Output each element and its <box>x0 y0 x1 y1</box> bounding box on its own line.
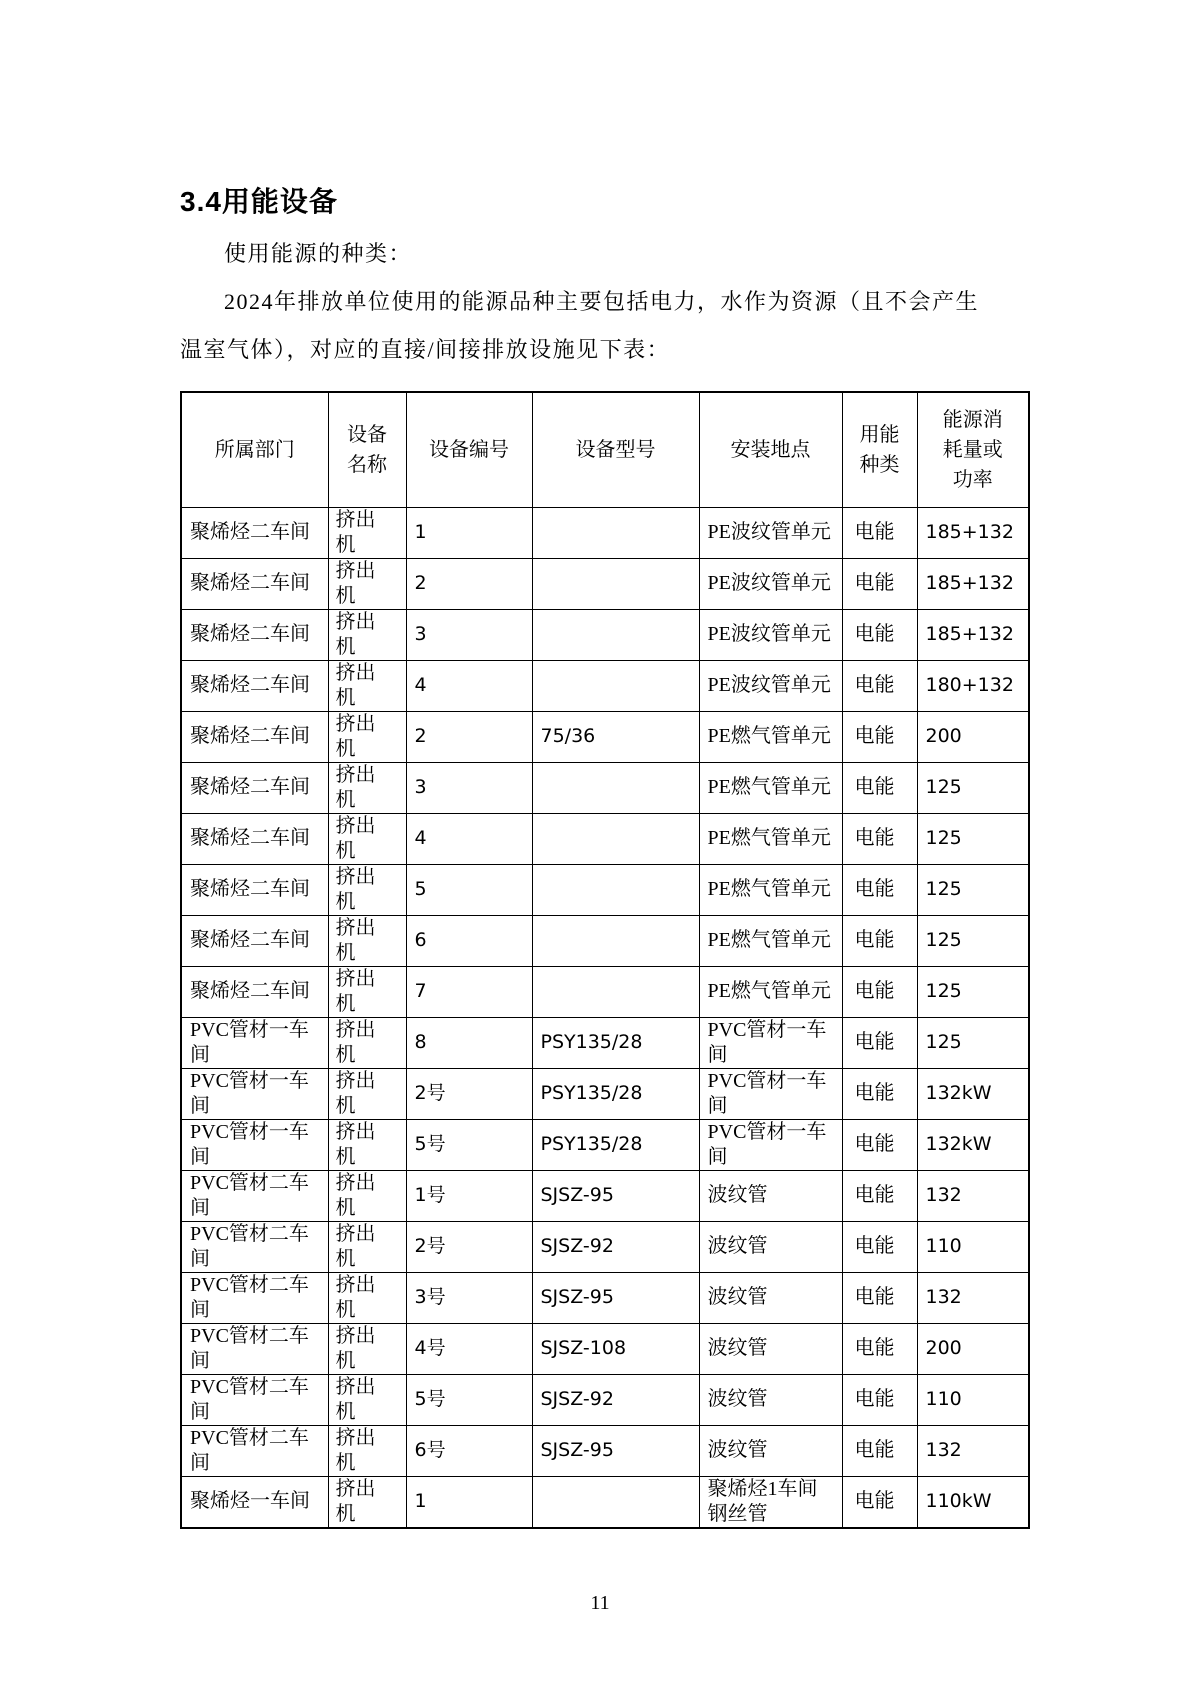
table-row <box>181 507 1029 558</box>
cell-department: PVC管材一车间 <box>181 1119 328 1170</box>
cell-device-model <box>532 915 699 966</box>
cell-device-name: 挤出机 <box>328 1323 406 1374</box>
cell-install-location: 波纹管 <box>699 1272 842 1323</box>
table-row <box>181 915 1029 966</box>
column-header-energy-type: 用能种类 <box>842 392 917 507</box>
section-heading: 3.4用能设备 <box>180 186 338 217</box>
cell-install-location: PE燃气管单元 <box>699 864 842 915</box>
cell-device-model: PSY135/28 <box>532 1017 699 1068</box>
cell-device-model: SJSZ-92 <box>532 1221 699 1272</box>
table-row <box>181 558 1029 609</box>
cell-device-number: 2 <box>406 711 532 762</box>
cell-energy-type: 电能 <box>842 1323 917 1374</box>
column-header-department: 所属部门 <box>181 392 328 507</box>
cell-energy-consumption: 132 <box>917 1272 1029 1323</box>
cell-device-name: 挤出机 <box>328 558 406 609</box>
cell-device-name: 挤出机 <box>328 813 406 864</box>
cell-department: PVC管材二车间 <box>181 1272 328 1323</box>
cell-device-name: 挤出机 <box>328 864 406 915</box>
cell-department: PVC管材二车间 <box>181 1170 328 1221</box>
cell-device-number: 4 <box>406 813 532 864</box>
cell-department: 聚烯烃二车间 <box>181 507 328 558</box>
cell-energy-consumption: 185+132 <box>917 609 1029 660</box>
cell-department: 聚烯烃二车间 <box>181 864 328 915</box>
cell-device-name: 挤出机 <box>328 1476 406 1528</box>
cell-device-model: SJSZ-108 <box>532 1323 699 1374</box>
cell-energy-type: 电能 <box>842 1119 917 1170</box>
cell-energy-type: 电能 <box>842 1374 917 1425</box>
cell-device-model <box>532 1476 699 1528</box>
cell-device-model: SJSZ-95 <box>532 1272 699 1323</box>
cell-device-name: 挤出机 <box>328 1425 406 1476</box>
column-header-install-location: 安装地点 <box>699 392 842 507</box>
cell-device-model: SJSZ-95 <box>532 1425 699 1476</box>
cell-device-name: 挤出机 <box>328 1170 406 1221</box>
cell-department: 聚烯烃二车间 <box>181 813 328 864</box>
cell-install-location: PE燃气管单元 <box>699 915 842 966</box>
cell-device-name: 挤出机 <box>328 711 406 762</box>
cell-energy-type: 电能 <box>842 762 917 813</box>
cell-device-number: 1 <box>406 1476 532 1528</box>
cell-department: PVC管材二车间 <box>181 1221 328 1272</box>
cell-department: PVC管材一车间 <box>181 1068 328 1119</box>
cell-device-number: 2 <box>406 558 532 609</box>
cell-energy-type: 电能 <box>842 1272 917 1323</box>
cell-install-location: PE燃气管单元 <box>699 966 842 1017</box>
table-row <box>181 711 1029 762</box>
intro-line: 使用能源的种类： <box>224 241 413 266</box>
cell-device-model <box>532 609 699 660</box>
cell-energy-consumption: 185+132 <box>917 558 1029 609</box>
column-header-device-number: 设备编号 <box>406 392 532 507</box>
cell-energy-consumption: 110kW <box>917 1476 1029 1528</box>
cell-energy-consumption: 185+132 <box>917 507 1029 558</box>
cell-device-number: 3 <box>406 762 532 813</box>
cell-energy-consumption: 125 <box>917 864 1029 915</box>
column-header-device-model: 设备型号 <box>532 392 699 507</box>
cell-install-location: PVC管材一车间 <box>699 1017 842 1068</box>
cell-energy-type: 电能 <box>842 966 917 1017</box>
cell-department: PVC管材二车间 <box>181 1374 328 1425</box>
cell-install-location: 波纹管 <box>699 1374 842 1425</box>
cell-department: 聚烯烃一车间 <box>181 1476 328 1528</box>
cell-install-location: PVC管材一车间 <box>699 1068 842 1119</box>
cell-department: 聚烯烃二车间 <box>181 609 328 660</box>
cell-energy-consumption: 200 <box>917 1323 1029 1374</box>
cell-device-model <box>532 762 699 813</box>
table-row <box>181 1323 1029 1374</box>
cell-install-location: 波纹管 <box>699 1170 842 1221</box>
cell-department: 聚烯烃二车间 <box>181 558 328 609</box>
cell-energy-consumption: 180+132 <box>917 660 1029 711</box>
cell-install-location: PE波纹管单元 <box>699 558 842 609</box>
table-row <box>181 1374 1029 1425</box>
cell-energy-type: 电能 <box>842 609 917 660</box>
cell-device-number: 2号 <box>406 1221 532 1272</box>
cell-device-name: 挤出机 <box>328 1068 406 1119</box>
cell-energy-consumption: 125 <box>917 966 1029 1017</box>
cell-install-location: PE波纹管单元 <box>699 660 842 711</box>
equipment-table <box>180 391 1030 1529</box>
cell-department: 聚烯烃二车间 <box>181 915 328 966</box>
cell-energy-consumption: 132kW <box>917 1119 1029 1170</box>
table-row <box>181 1272 1029 1323</box>
cell-energy-consumption: 200 <box>917 711 1029 762</box>
paragraph-line: 2024年排放单位使用的能源品种主要包括电力，水作为资源（且不会产生 <box>224 289 980 314</box>
cell-energy-type: 电能 <box>842 1068 917 1119</box>
cell-device-model: SJSZ-92 <box>532 1374 699 1425</box>
cell-device-name: 挤出机 <box>328 1017 406 1068</box>
cell-device-model: 75/36 <box>532 711 699 762</box>
cell-install-location: 波纹管 <box>699 1221 842 1272</box>
table-row <box>181 1068 1029 1119</box>
cell-device-name: 挤出机 <box>328 1272 406 1323</box>
table-row <box>181 660 1029 711</box>
cell-energy-type: 电能 <box>842 915 917 966</box>
cell-department: 聚烯烃二车间 <box>181 660 328 711</box>
cell-device-number: 4 <box>406 660 532 711</box>
cell-device-number: 4号 <box>406 1323 532 1374</box>
cell-energy-type: 电能 <box>842 813 917 864</box>
cell-install-location: 聚烯烃1车间钢丝管 <box>699 1476 842 1528</box>
table-row <box>181 762 1029 813</box>
cell-device-model <box>532 813 699 864</box>
cell-install-location: PE波纹管单元 <box>699 507 842 558</box>
cell-device-model <box>532 966 699 1017</box>
cell-device-number: 6 <box>406 915 532 966</box>
cell-department: 聚烯烃二车间 <box>181 762 328 813</box>
cell-department: 聚烯烃二车间 <box>181 711 328 762</box>
cell-device-model: PSY135/28 <box>532 1068 699 1119</box>
cell-energy-type: 电能 <box>842 1476 917 1528</box>
cell-device-number: 2号 <box>406 1068 532 1119</box>
table-header <box>181 392 1029 507</box>
cell-energy-consumption: 132 <box>917 1170 1029 1221</box>
cell-energy-type: 电能 <box>842 507 917 558</box>
cell-energy-consumption: 125 <box>917 762 1029 813</box>
cell-energy-consumption: 110 <box>917 1374 1029 1425</box>
table-row <box>181 1119 1029 1170</box>
cell-device-name: 挤出机 <box>328 609 406 660</box>
page-number: 11 <box>590 1592 610 1614</box>
cell-install-location: PE燃气管单元 <box>699 762 842 813</box>
cell-device-number: 6号 <box>406 1425 532 1476</box>
table-row <box>181 966 1029 1017</box>
cell-energy-consumption: 110 <box>917 1221 1029 1272</box>
table-row <box>181 1425 1029 1476</box>
cell-device-name: 挤出机 <box>328 1374 406 1425</box>
cell-install-location: PE燃气管单元 <box>699 711 842 762</box>
table-row <box>181 813 1029 864</box>
cell-energy-consumption: 125 <box>917 1017 1029 1068</box>
cell-install-location: PVC管材一车间 <box>699 1119 842 1170</box>
intro-paragraph <box>180 278 1032 374</box>
cell-device-name: 挤出机 <box>328 1221 406 1272</box>
cell-energy-type: 电能 <box>842 1221 917 1272</box>
cell-department: PVC管材二车间 <box>181 1425 328 1476</box>
cell-energy-type: 电能 <box>842 558 917 609</box>
column-header-device-name: 设备名称 <box>328 392 406 507</box>
table-row <box>181 1476 1029 1528</box>
cell-device-number: 3号 <box>406 1272 532 1323</box>
cell-device-name: 挤出机 <box>328 660 406 711</box>
cell-energy-consumption: 125 <box>917 915 1029 966</box>
cell-energy-type: 电能 <box>842 1425 917 1476</box>
table-header-row <box>181 392 1029 507</box>
cell-energy-consumption: 132kW <box>917 1068 1029 1119</box>
cell-install-location: 波纹管 <box>699 1425 842 1476</box>
cell-energy-consumption: 125 <box>917 813 1029 864</box>
cell-device-model <box>532 660 699 711</box>
table-row <box>181 609 1029 660</box>
cell-energy-consumption: 132 <box>917 1425 1029 1476</box>
table-row <box>181 1221 1029 1272</box>
cell-energy-type: 电能 <box>842 660 917 711</box>
cell-device-model: PSY135/28 <box>532 1119 699 1170</box>
cell-device-model <box>532 864 699 915</box>
cell-device-number: 3 <box>406 609 532 660</box>
cell-device-number: 7 <box>406 966 532 1017</box>
document-page <box>180 0 1032 1529</box>
cell-device-model: SJSZ-95 <box>532 1170 699 1221</box>
cell-device-name: 挤出机 <box>328 966 406 1017</box>
table-body <box>181 507 1029 1528</box>
cell-energy-type: 电能 <box>842 711 917 762</box>
cell-energy-type: 电能 <box>842 1170 917 1221</box>
cell-device-model <box>532 558 699 609</box>
cell-install-location: PE燃气管单元 <box>699 813 842 864</box>
cell-device-number: 5号 <box>406 1374 532 1425</box>
cell-device-name: 挤出机 <box>328 1119 406 1170</box>
paragraph-line: 温室气体），对应的直接/间接排放设施见下表： <box>180 337 671 362</box>
cell-device-number: 1 <box>406 507 532 558</box>
column-header-energy-consumption: 能源消耗量或功率 <box>917 392 1029 507</box>
table-row <box>181 1017 1029 1068</box>
cell-device-number: 5 <box>406 864 532 915</box>
cell-device-name: 挤出机 <box>328 762 406 813</box>
cell-device-number: 5号 <box>406 1119 532 1170</box>
cell-device-number: 1号 <box>406 1170 532 1221</box>
cell-department: PVC管材一车间 <box>181 1017 328 1068</box>
cell-install-location: 波纹管 <box>699 1323 842 1374</box>
cell-department: 聚烯烃二车间 <box>181 966 328 1017</box>
cell-device-name: 挤出机 <box>328 915 406 966</box>
table-row <box>181 1170 1029 1221</box>
cell-energy-type: 电能 <box>842 864 917 915</box>
cell-device-model <box>532 507 699 558</box>
table-row <box>181 864 1029 915</box>
cell-energy-type: 电能 <box>842 1017 917 1068</box>
cell-install-location: PE波纹管单元 <box>699 609 842 660</box>
cell-device-number: 8 <box>406 1017 532 1068</box>
cell-device-name: 挤出机 <box>328 507 406 558</box>
cell-department: PVC管材二车间 <box>181 1323 328 1374</box>
